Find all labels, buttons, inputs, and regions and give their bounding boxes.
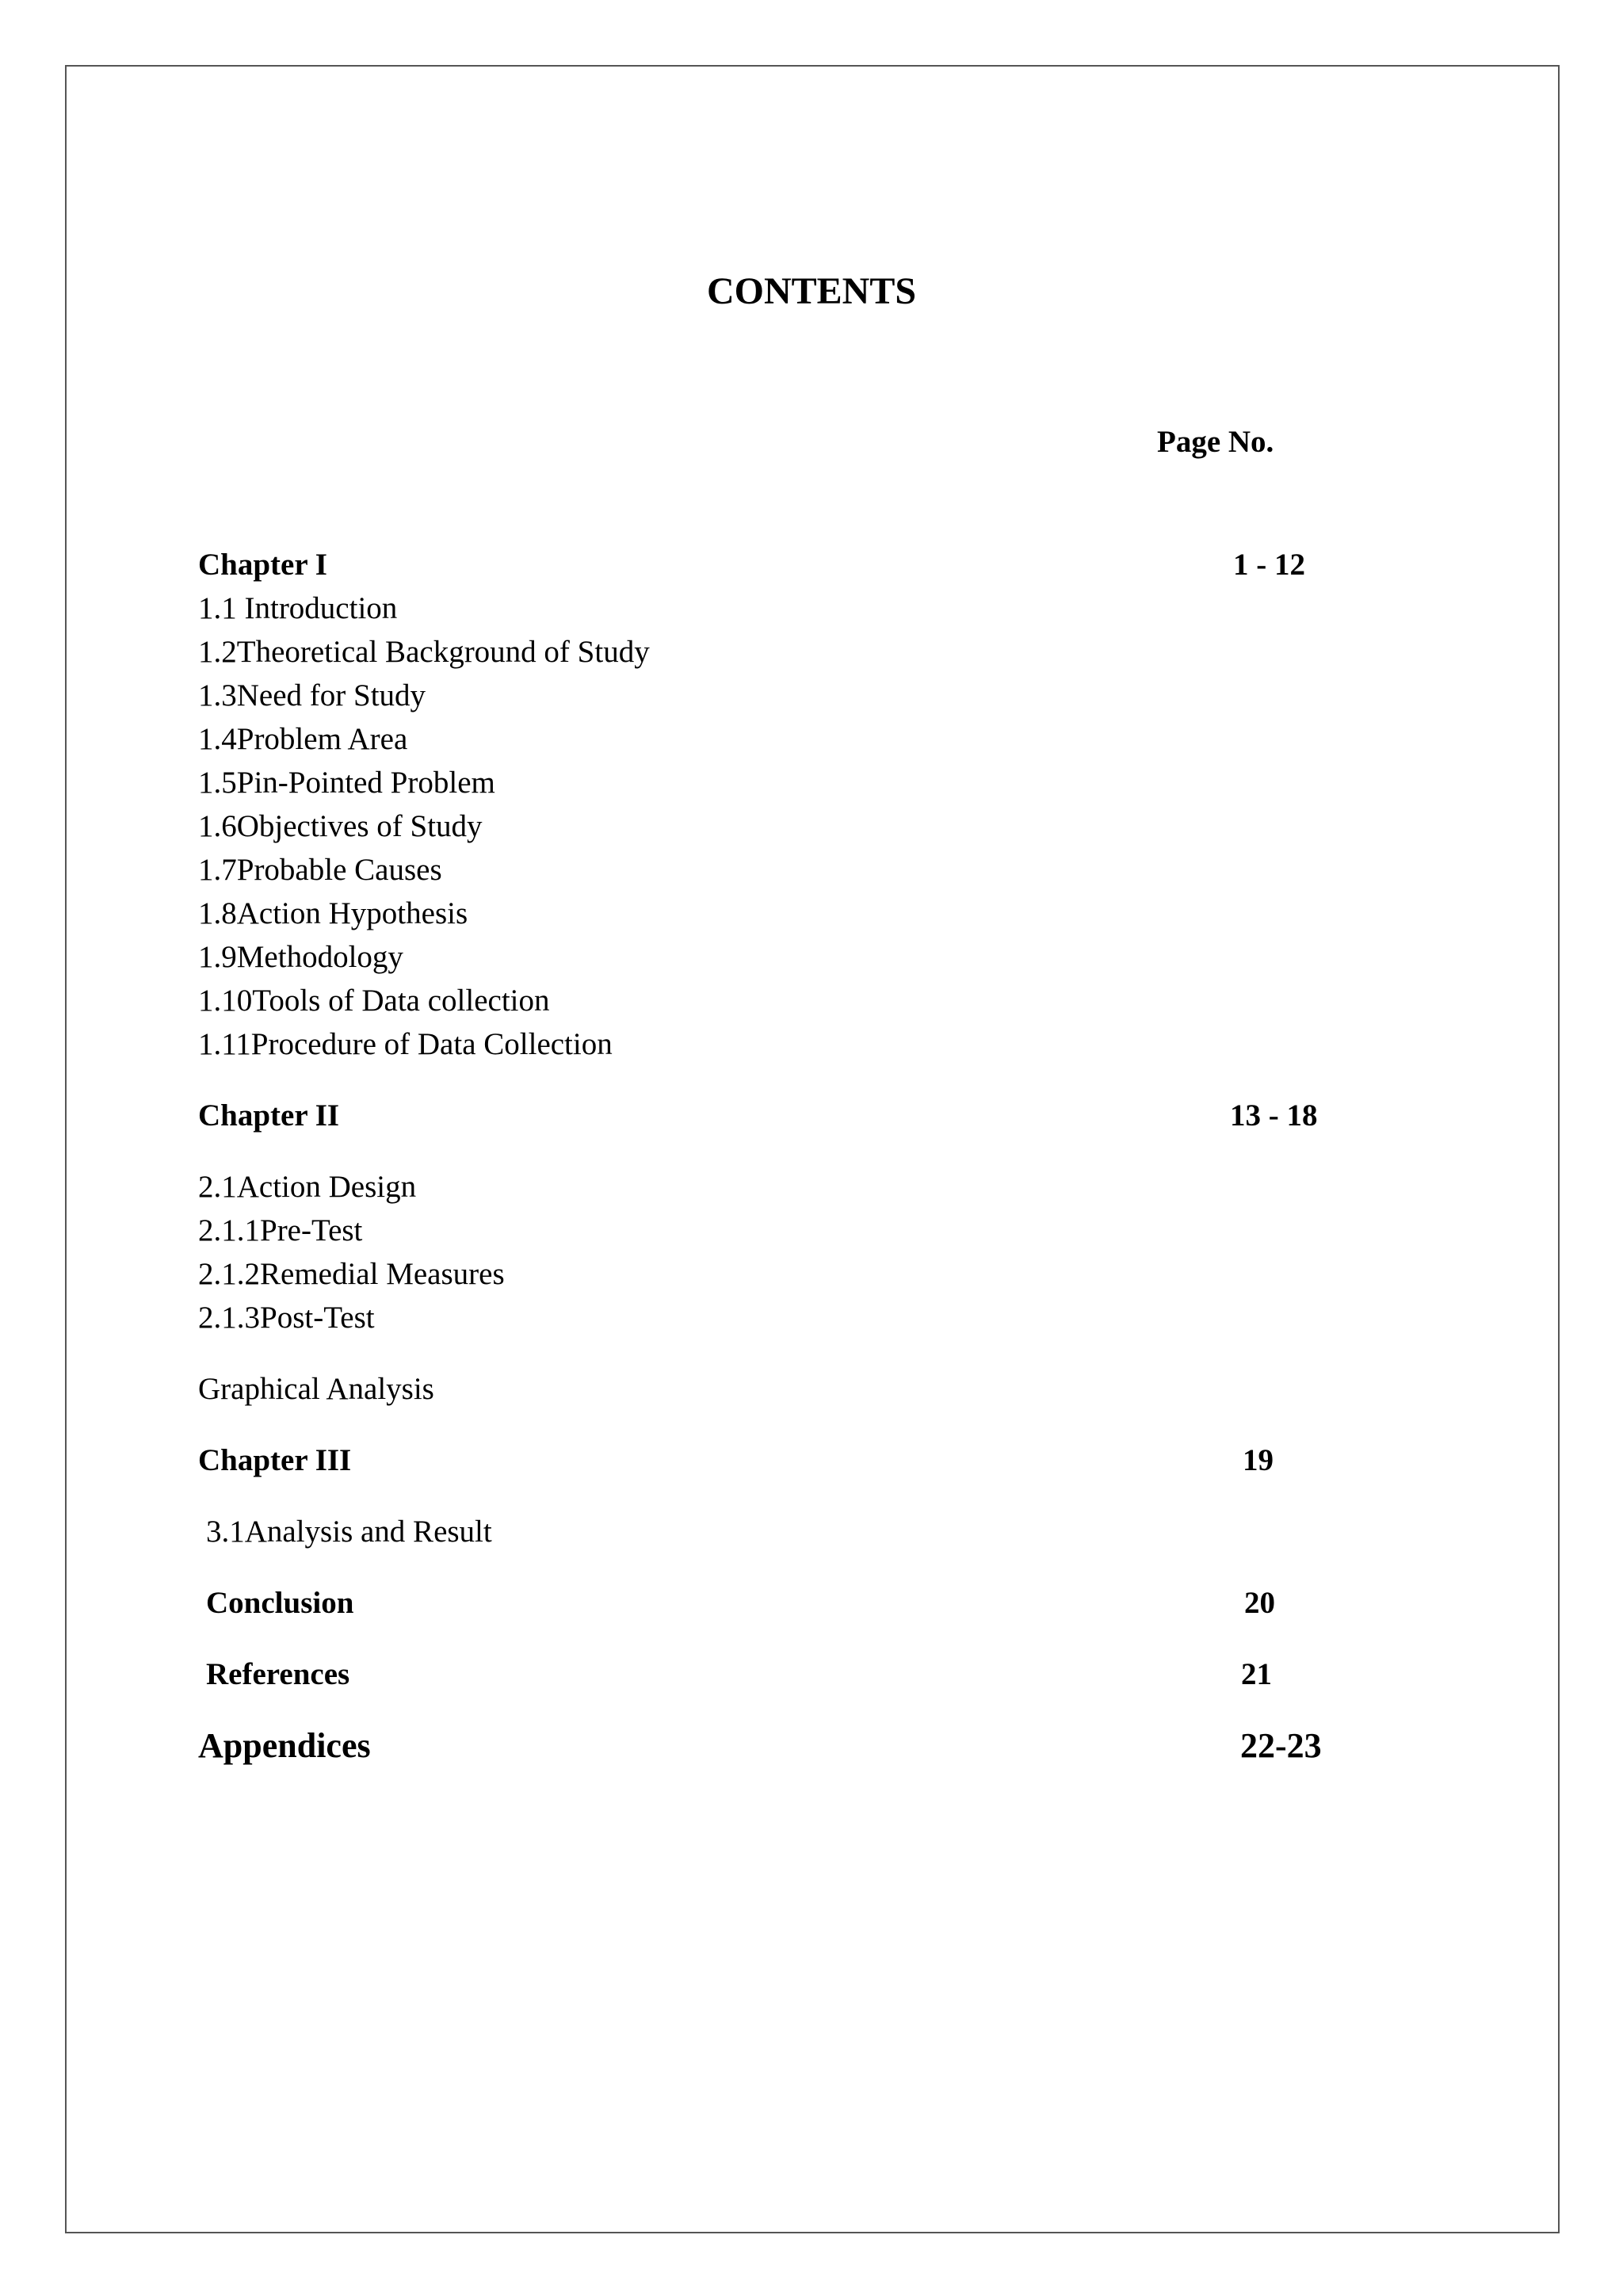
page-border <box>65 65 1560 2233</box>
toc-item-1-1: 1.1 Introduction <box>198 591 398 625</box>
toc-item-1-2: 1.2Theoretical Background of Study <box>198 635 650 669</box>
page-no-header: Page No. <box>1157 425 1274 459</box>
chapter-1-pages: 1 - 12 <box>1233 548 1305 582</box>
references-pages: 21 <box>1241 1657 1272 1691</box>
chapter-2-pages: 13 - 18 <box>1230 1098 1318 1133</box>
toc-item-2-1-1: 2.1.1Pre-Test <box>198 1213 363 1247</box>
toc-item-2-1-3: 2.1.3Post-Test <box>198 1301 375 1335</box>
toc-item-1-7: 1.7Probable Causes <box>198 853 442 887</box>
toc-item-1-11: 1.11Procedure of Data Collection <box>198 1027 613 1061</box>
toc-item-1-6: 1.6Objectives of Study <box>198 809 483 843</box>
references-heading: References <box>206 1657 350 1691</box>
toc-item-3-1: 3.1Analysis and Result <box>206 1515 492 1549</box>
conclusion-heading: Conclusion <box>206 1586 354 1620</box>
chapter-1-heading: Chapter I <box>198 548 327 582</box>
toc-item-1-8: 1.8Action Hypothesis <box>198 896 468 930</box>
chapter-3-heading: Chapter III <box>198 1443 352 1477</box>
page-title: CONTENTS <box>706 270 917 312</box>
toc-item-1-9: 1.9Methodology <box>198 940 403 974</box>
toc-item-2-1-2: 2.1.2Remedial Measures <box>198 1257 505 1291</box>
toc-item-1-3: 1.3Need for Study <box>198 678 426 712</box>
conclusion-pages: 20 <box>1244 1586 1275 1620</box>
appendices-heading: Appendices <box>198 1726 371 1765</box>
toc-item-1-10: 1.10Tools of Data collection <box>198 984 550 1018</box>
toc-item-2-1: 2.1Action Design <box>198 1170 417 1204</box>
toc-item-1-4: 1.4Problem Area <box>198 722 408 756</box>
toc-item-graphical-analysis: Graphical Analysis <box>198 1372 434 1406</box>
chapter-2-heading: Chapter II <box>198 1098 340 1133</box>
toc-item-1-5: 1.5Pin-Pointed Problem <box>198 766 495 800</box>
appendices-pages: 22-23 <box>1240 1726 1322 1765</box>
chapter-3-pages: 19 <box>1243 1443 1274 1477</box>
